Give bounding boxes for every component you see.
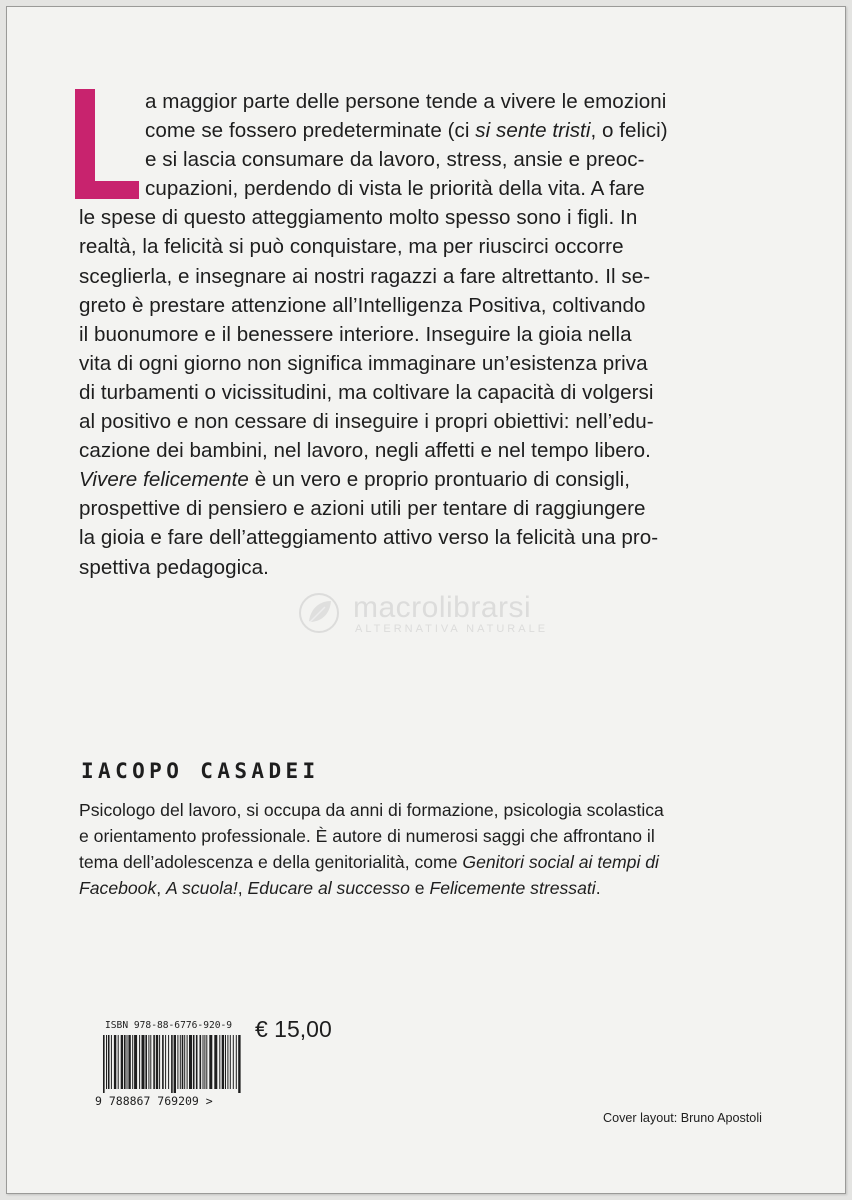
watermark-tagline: ALTERNATIVA NATURALE [355,623,549,635]
barcode-bar [225,1035,226,1089]
italic-text: Facebook [79,878,157,898]
cover-credit: Cover layout: Bruno Apostoli [603,1111,762,1125]
italic-text: si sente tristi [475,119,591,143]
blurb-line [79,145,799,174]
barcode-bar [106,1035,107,1089]
barcode-bar [171,1035,173,1093]
text-run: e orientamento professionale. È autore di numerosi saggi che affrontano il [79,826,655,846]
barcode-bar [145,1035,147,1089]
text-run: e [409,878,430,898]
blurb-line [79,349,799,378]
text-run: a maggior parte delle persone tende a vivere le emozioni [145,90,667,113]
barcode-bar [111,1035,112,1089]
italic-text: Felicemente stressati [429,878,596,898]
text-run: , [237,878,248,898]
blurb-line [79,174,799,203]
blurb-line [79,291,799,320]
barcode-bar [184,1035,185,1089]
barcode-bar [196,1035,198,1089]
barcode-bar [177,1035,178,1089]
barcode-bar [206,1035,207,1089]
blurb-line [79,494,799,523]
barcode-bar [108,1035,110,1089]
watermark [297,591,597,641]
blurb-line [79,87,799,116]
barcode-bar [227,1035,228,1089]
blurb-line [79,407,799,436]
text-run: , o felici) [590,119,668,143]
barcode-bar [114,1035,116,1089]
text-run: sceglierla, e insegnare ai nostri ragazzi a fare altrettanto. Il se- [79,264,651,288]
barcode-bar [142,1035,145,1089]
barcode-bar [182,1035,184,1089]
barcode-bar [230,1035,231,1089]
blurb-line [79,553,799,582]
italic-text: A scuola! [166,878,238,898]
barcode-bar [189,1035,192,1089]
text-run: la gioia e fare dell’atteggiamento attivo verso la felicità una pro- [79,526,659,550]
text-run: le spese di questo atteggiamento molto spesso sono i figli. In [79,206,638,230]
text-run: . [595,878,601,898]
text-run: cazione dei bambini, nel lavoro, negli affetti e nel tempo libero. [79,439,651,463]
italic-text: Educare al successo [247,878,410,898]
blurb-text [79,87,799,582]
blurb-line [79,232,799,261]
price: € 15,00 [255,1016,332,1042]
author-bio [79,797,819,901]
text-run: Psicologo del lavoro, si occupa da anni di formazione, psicologia scolastica [79,800,664,820]
barcode-bar [236,1035,237,1089]
blurb-line [79,203,799,232]
text-run: vita di ogni giorno non significa immaginare un’esistenza priva [79,351,648,375]
blurb-line [79,436,799,465]
barcode-bar [162,1035,164,1089]
barcode-bar [238,1035,240,1093]
text-run: cupazioni, perdendo di vista le priorità della vita. A fare [145,177,645,201]
author-name: IACOPO CASADEI [81,759,320,783]
barcode-bar [233,1035,234,1089]
barcode-digits: 9 788867 769209 > [95,1094,213,1108]
barcode-bar [156,1035,158,1089]
bio-line [79,849,819,875]
barcode-bar [150,1035,151,1089]
barcode-bar [193,1035,195,1089]
text-run: il buonumore e il benessere interiore. Inseguire la gioia nella [79,322,632,346]
barcode-bar [159,1035,160,1089]
barcode-bar [139,1035,140,1089]
leaf-icon [297,591,341,635]
text-run: tema dell’adolescenza e della genitorialità, come [79,852,463,872]
barcode-bar [204,1035,205,1089]
italic-text: Vivere felicemente [79,468,249,492]
barcode-bar [134,1035,137,1089]
bio-line [79,875,819,901]
text-run: , [156,878,167,898]
barcode-bar [168,1035,169,1089]
text-run: è un vero e proprio prontuario di consigli, [248,468,631,492]
italic-text: Genitori social ai tempi di [462,852,659,872]
text-run: realtà, la felicità si può conquistare, ma per riuscirci occorre [79,235,624,259]
blurb-line [79,262,799,291]
watermark-name: macrolibrarsi [353,591,532,624]
barcode-bar [103,1035,105,1093]
barcode-bar [200,1035,202,1089]
barcode-bar [148,1035,149,1089]
blurb-line [79,523,799,552]
barcode-bar [132,1035,133,1089]
text-run: al positivo e non cessare di inseguire i propri obiettivi: nell’edu- [79,410,654,434]
text-run: greto è prestare attenzione all’Intelligenza Positiva, coltivando [79,293,646,317]
blurb-line [79,116,799,145]
bio-line [79,823,819,849]
barcode-bar [124,1035,126,1089]
isbn-label: ISBN 978-88-6776-920-9 [105,1020,233,1031]
barcode-bar [127,1035,128,1089]
barcode-bar [180,1035,181,1089]
barcode-bar [128,1035,130,1089]
text-run: di turbamenti o vicissitudini, ma coltivare la capacità di volgersi [79,380,654,404]
barcode-bar [203,1035,204,1089]
barcode [103,1035,243,1093]
text-run: prospettive di pensiero e azioni utili per tentare di raggiungere [79,497,646,521]
barcode-bar [121,1035,123,1089]
barcode-bar [209,1035,212,1089]
barcode-bar [187,1035,188,1089]
back-cover [6,6,846,1194]
barcode-bar [165,1035,166,1089]
blurb-line [79,320,799,349]
blurb-line [79,378,799,407]
barcode-bar [219,1035,220,1089]
barcode-bar [118,1035,119,1089]
barcode-bar [174,1035,176,1093]
bio-line [79,797,819,823]
barcode-bar [222,1035,224,1089]
text-run: spettiva pedagogica. [79,555,269,579]
text-run: e si lascia consumare da lavoro, stress, ansie e preoc- [145,148,645,172]
barcode-bar [153,1035,155,1089]
blurb-line [79,465,799,494]
barcode-bar [214,1035,217,1089]
text-run: come se fossero predeterminate (ci [145,119,476,143]
